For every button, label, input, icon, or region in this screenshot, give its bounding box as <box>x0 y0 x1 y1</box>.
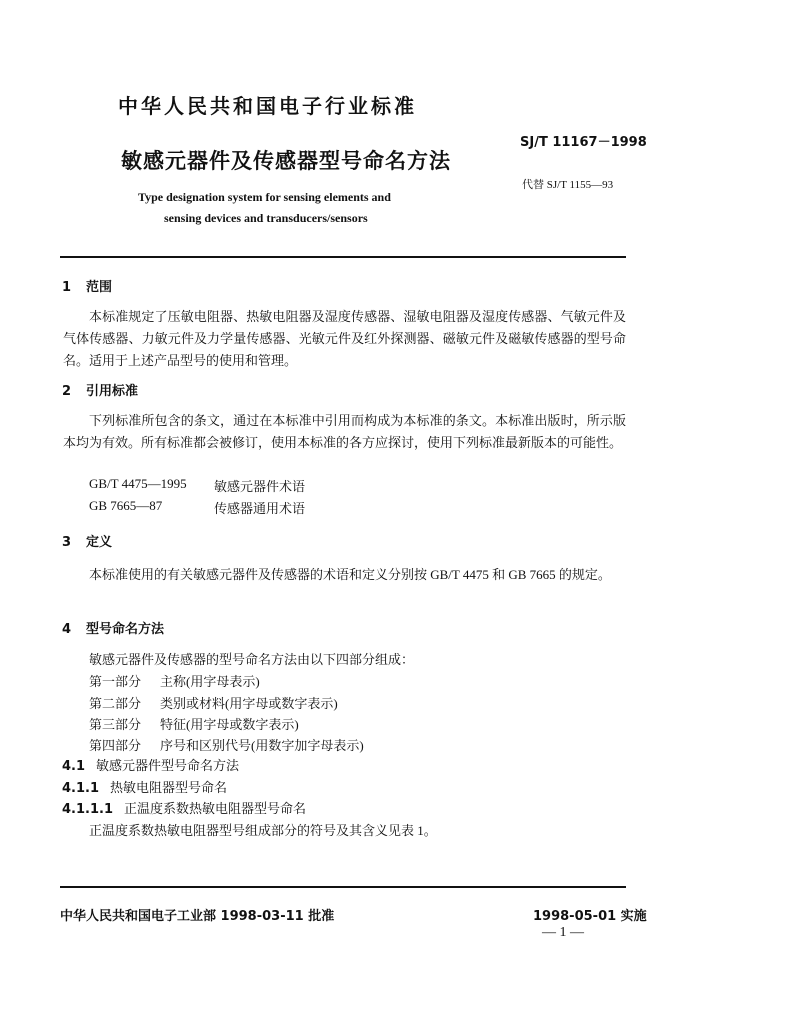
subsection-4-1-1-1-text: 正温度系数热敏电阻器型号组成部分的符号及其含义见表 1。 <box>89 823 437 838</box>
section-1-text: 本标准规定了压敏电阻器、热敏电阻器及湿度传感器、湿敏电阻器及湿度传感器、气敏元件及气体传感器、力敏元件及力学量传感器、光敏元件及红外探测器、磁敏元件及磁敏传感器的型号命名。适用于上述产品型号的使用和管理。 <box>63 309 626 368</box>
effective-date: 1998-05-01 实施 <box>533 909 647 924</box>
part-description: 类别或材料(用字母或数字表示) <box>160 696 338 711</box>
section-2-heading <box>62 380 138 399</box>
part-label: 第一部分 <box>89 674 142 689</box>
part-label: 第三部分 <box>89 717 142 732</box>
section-3-text: 本标准使用的有关敏感元器件及传感器的术语和定义分别按 GB/T 4475 和 GB 7665 的规定。 <box>89 567 611 582</box>
reference-code: GB/T 4475—1995 <box>89 476 187 491</box>
reference-name: 敏感元器件术语 <box>214 479 306 494</box>
section-title: 引用标准 <box>86 384 139 399</box>
part-description: 主称(用字母表示) <box>160 674 260 689</box>
section-3-heading <box>62 531 112 550</box>
section-number: 2 <box>62 384 72 399</box>
part-description: 特征(用字母或数字表示) <box>160 717 299 732</box>
reference-code: GB 7665—87 <box>89 498 163 513</box>
part-description: 序号和区别代号(用数字加字母表示) <box>160 738 364 753</box>
section-title: 型号命名方法 <box>86 622 165 637</box>
subsection-title: 热敏电阻器型号命名 <box>110 781 228 796</box>
document-title-english-line1: Type designation system for sensing elements and <box>138 190 391 204</box>
section-number: 1 <box>62 280 72 295</box>
subsection-4-1-1-heading <box>62 779 227 799</box>
section-title: 范围 <box>86 280 113 295</box>
section-title: 定义 <box>86 535 113 550</box>
replaces-standard: 代替 SJ/T 1155—93 <box>522 179 614 191</box>
footer-divider <box>60 886 626 888</box>
section-1-heading <box>62 276 112 295</box>
section-4-intro: 敏感元器件及传感器的型号命名方法由以下四部分组成： <box>89 652 415 667</box>
part-label: 第四部分 <box>89 738 142 753</box>
standard-body-header: 中华人民共和国电子行业标准 <box>118 94 417 118</box>
part-label: 第二部分 <box>89 696 142 711</box>
standard-code: SJ/T 11167－1998 <box>520 135 647 150</box>
section-2-text: 下列标准所包含的条文，通过在本标准中引用而构成为本标准的条文。本标准出版时，所示版本均为有效。所有标准都会被修订，使用本标准的各方应探讨，使用下列标准最新版本的可能性。 <box>63 413 626 450</box>
header-divider <box>60 256 626 258</box>
issued-by: 中华人民共和国电子工业部 1998-03-11 批准 <box>60 909 335 924</box>
document-title-chinese: 敏感元器件及传感器型号命名方法 <box>121 149 451 173</box>
subsection-4-1-heading <box>62 757 239 777</box>
subsection-number: 4.1.1.1 <box>62 802 113 817</box>
document-title-english-line2: sensing devices and transducers/sensors <box>164 211 368 225</box>
section-number: 4 <box>62 622 72 637</box>
subsection-number: 4.1.1 <box>62 781 100 796</box>
subsection-title: 正温度系数热敏电阻器型号命名 <box>124 802 307 817</box>
subsection-title: 敏感元器件型号命名方法 <box>96 759 240 774</box>
section-4-heading <box>62 618 164 637</box>
page-number: — 1 — <box>542 925 584 940</box>
subsection-4-1-1-1-heading <box>62 800 306 820</box>
section-number: 3 <box>62 535 72 550</box>
subsection-number: 4.1 <box>62 759 86 774</box>
reference-name: 传感器通用术语 <box>214 501 306 516</box>
